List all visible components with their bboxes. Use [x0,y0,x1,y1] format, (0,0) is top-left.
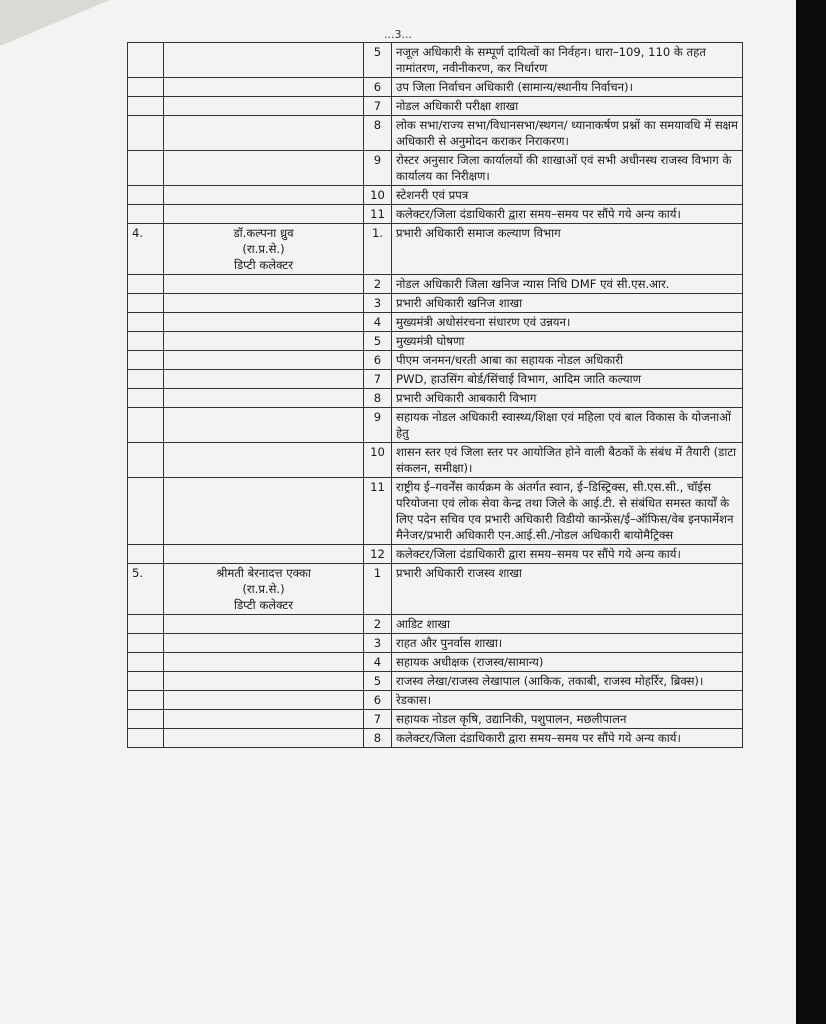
officer-cell [164,710,364,729]
duty-number: 4 [364,653,392,672]
duty-number: 8 [364,389,392,408]
duty-number: 6 [364,691,392,710]
duty-text: पीएम जनमन/धरती आबा का सहायक नोडल अधिकारी [392,351,743,370]
officer-name: श्रीमती बेरनादत्त एक्का [216,566,311,580]
table-row [128,43,743,78]
table-row [128,653,743,672]
officer-cell [164,313,364,332]
duty-number: 3 [364,634,392,653]
table-row [128,186,743,205]
officer-serial-cell [128,729,164,748]
duty-text: राष्ट्रीय ई–गवर्नेंस कार्यक्रम के अंतर्गत स्वान, ई–डिस्ट्रिक्स, सी.एस.सी., चॉईस परियोजना एवं लोक सेवा केन्द्र तथा जिले के आई.टी. से संबंधित समस्त कार्यों के लिए पदेन सचिव एव प्रभारी अधिकारी विडीयो कान्फ्रेंस/ई–ऑफिस/वेब इनफार्मेशन मैनेजर/प्रभारी अधिकारी एन.आई.सी./नोडल अधिकारी बायोमैट्रिक्स [392,478,743,545]
duty-text: नोडल अधिकारी जिला खनिज न्यास निधि DMF एवं सी.एस.आर. [392,275,743,294]
officer-cell [164,408,364,443]
duty-text: कलेक्टर/जिला दंडाधिकारी द्वारा समय–समय पर सौंपे गये अन्य कार्य। [392,545,743,564]
table-row [128,294,743,313]
duty-number: 11 [364,478,392,545]
officer-cell [164,653,364,672]
officer-cell [164,78,364,97]
officer-serial-cell [128,710,164,729]
duty-text: मुख्यमंत्री घोषणा [392,332,743,351]
officer-serial-cell [128,186,164,205]
officer-serial-cell [128,564,164,615]
officer-cell [164,443,364,478]
officer-cell [164,116,364,151]
officer-designation: डिप्टी कलेक्टर [233,598,294,612]
table-row [128,332,743,351]
officer-serial-cell [128,389,164,408]
duty-text: प्रभारी अधिकारी खनिज शाखा [392,294,743,313]
officer-cadre: (रा.प्र.से.) [242,242,285,256]
duty-text: उप जिला निर्वाचन अधिकारी (सामान्य/स्थानीय निर्वाचन)। [392,78,743,97]
duty-text: नजूल अधिकारी के सम्पूर्ण दायित्वों का निर्वहन। धारा–109, 110 के तहत नामांतरण, नवीनीकरण, कर निर्धारण [392,43,743,78]
officer-cell [164,275,364,294]
duty-text: स्टेशनरी एवं प्रपत्र [392,186,743,205]
officer-serial-cell [128,672,164,691]
duty-number: 5 [364,43,392,78]
table-row [128,729,743,748]
duty-number: 7 [364,370,392,389]
duty-number: 9 [364,151,392,186]
officer-serial-cell [128,294,164,313]
officer-serial-cell [128,615,164,634]
officer-serial-cell [128,370,164,389]
duty-number: 1. [364,224,392,275]
table-row [128,224,743,275]
officer-designation: डिप्टी कलेक्टर [233,258,294,272]
officer-cell [164,478,364,545]
duty-number: 7 [364,97,392,116]
duty-text: नोडल अधिकारी परीक्षा शाखा [392,97,743,116]
officer-cell [164,389,364,408]
table-row [128,615,743,634]
table-row [128,710,743,729]
officer-cell [164,634,364,653]
duty-text: राहत और पुनर्वास शाखा। [392,634,743,653]
duty-text: प्रभारी अधिकारी आबकारी विभाग [392,389,743,408]
officer-serial-cell [128,408,164,443]
table-row [128,78,743,97]
duty-text: लोक सभा/राज्य सभा/विधानसभा/स्थगन/ ध्यानाकर्षण प्रश्नों का समयावधि में सक्षम अधिकारी से अनुमोदन कराकर निराकरण। [392,116,743,151]
duty-text: राजस्व लेखा/राजस्व लेखापाल (आकिक, तकाबी, राजस्व मोहर्रिर, ब्रिक्स)। [392,672,743,691]
duty-text: कलेक्टर/जिला दंडाधिकारी द्वारा समय–समय पर सौंपे गये अन्य कार्य। [392,729,743,748]
officer-cell [164,43,364,78]
duty-text: मुख्यमंत्री अधोसंरचना संधारण एवं उन्नयन। [392,313,743,332]
officer-serial-cell [128,351,164,370]
duty-text: सहायक नोडल कृषि, उद्यानिकी, पशुपालन, मछलीपालन [392,710,743,729]
officer-serial-cell [128,478,164,545]
duty-text: आडिट शाखा [392,615,743,634]
table-row [128,313,743,332]
officer-cell [164,294,364,313]
officer-serial-cell [128,275,164,294]
duty-number: 5 [364,672,392,691]
officer-serial-cell [128,691,164,710]
officer-cell [164,332,364,351]
officer-serial-cell [128,151,164,186]
officer-serial-cell [128,332,164,351]
officer-serial-cell [128,224,164,275]
duty-number: 8 [364,729,392,748]
duty-text: शासन स्तर एवं जिला स्तर पर आयोजित होने वाली बैठकों के संबंध में तैयारी (डाटा संकलन, समीक्षा)। [392,443,743,478]
officer-cell [164,691,364,710]
officer-cell [164,205,364,224]
table-row [128,351,743,370]
officer-cell [164,151,364,186]
duty-number: 4 [364,313,392,332]
duty-number: 7 [364,710,392,729]
duty-number: 2 [364,615,392,634]
duty-number: 8 [364,116,392,151]
officer-serial-cell [128,97,164,116]
officer-serial-cell [128,545,164,564]
officer-name: डॉ.कल्पना ध्रुव [233,226,294,240]
duty-number: 6 [364,78,392,97]
page-number: ...3... [384,28,412,41]
duty-text: प्रभारी अधिकारी समाज कल्याण विभाग [392,224,743,275]
duty-number: 10 [364,186,392,205]
officer-serial-cell [128,116,164,151]
officer-cell [164,97,364,116]
duty-text: प्रभारी अधिकारी राजस्व शाखा [392,564,743,615]
officer-cell [164,615,364,634]
duty-number: 2 [364,275,392,294]
table-row [128,478,743,545]
officer-serial-cell [128,205,164,224]
table-row [128,545,743,564]
duty-text: सहायक नोडल अधिकारी स्वास्थ्य/शिक्षा एवं महिला एवं बाल विकास के योजनाओं हेतु [392,408,743,443]
officer-serial-cell [128,78,164,97]
officer-serial-cell [128,443,164,478]
duty-number: 5 [364,332,392,351]
table-row [128,634,743,653]
officer-cell [164,672,364,691]
duty-number: 9 [364,408,392,443]
duty-number: 10 [364,443,392,478]
duty-number: 1 [364,564,392,615]
officer-cell [164,224,364,275]
officer-cell [164,729,364,748]
officer-serial: 4. [132,226,144,240]
table-row [128,443,743,478]
officer-serial-cell [128,43,164,78]
duty-text: सहायक अधीक्षक (राजस्व/सामान्य) [392,653,743,672]
duty-text: कलेक्टर/जिला दंडाधिकारी द्वारा समय–समय पर सौंपे गये अन्य कार्य। [392,205,743,224]
table-row [128,205,743,224]
officer-cell [164,564,364,615]
officer-cell [164,186,364,205]
duties-table [127,42,743,748]
table-row [128,691,743,710]
duty-number: 6 [364,351,392,370]
duty-text: PWD, हाउसिंग बोर्ड/सिंचाई विभाग, आदिम जाति कल्याण [392,370,743,389]
table-row [128,151,743,186]
table-row [128,97,743,116]
officer-serial: 5. [132,566,144,580]
officer-cell [164,351,364,370]
table-row [128,370,743,389]
table-row [128,672,743,691]
table-row [128,116,743,151]
officer-cadre: (रा.प्र.से.) [242,582,285,596]
duty-number: 3 [364,294,392,313]
duty-text: रेडकास। [392,691,743,710]
table-row [128,564,743,615]
duty-number: 12 [364,545,392,564]
officer-cell [164,545,364,564]
table-row [128,389,743,408]
duty-text: रोस्टर अनुसार जिला कार्यालयों की शाखाओं एवं सभी अधीनस्थ राजस्व विभाग के कार्यालय का निरीक्षण। [392,151,743,186]
table-row [128,275,743,294]
officer-serial-cell [128,313,164,332]
officer-cell [164,370,364,389]
duty-number: 11 [364,205,392,224]
table-row [128,408,743,443]
officer-serial-cell [128,634,164,653]
officer-serial-cell [128,653,164,672]
